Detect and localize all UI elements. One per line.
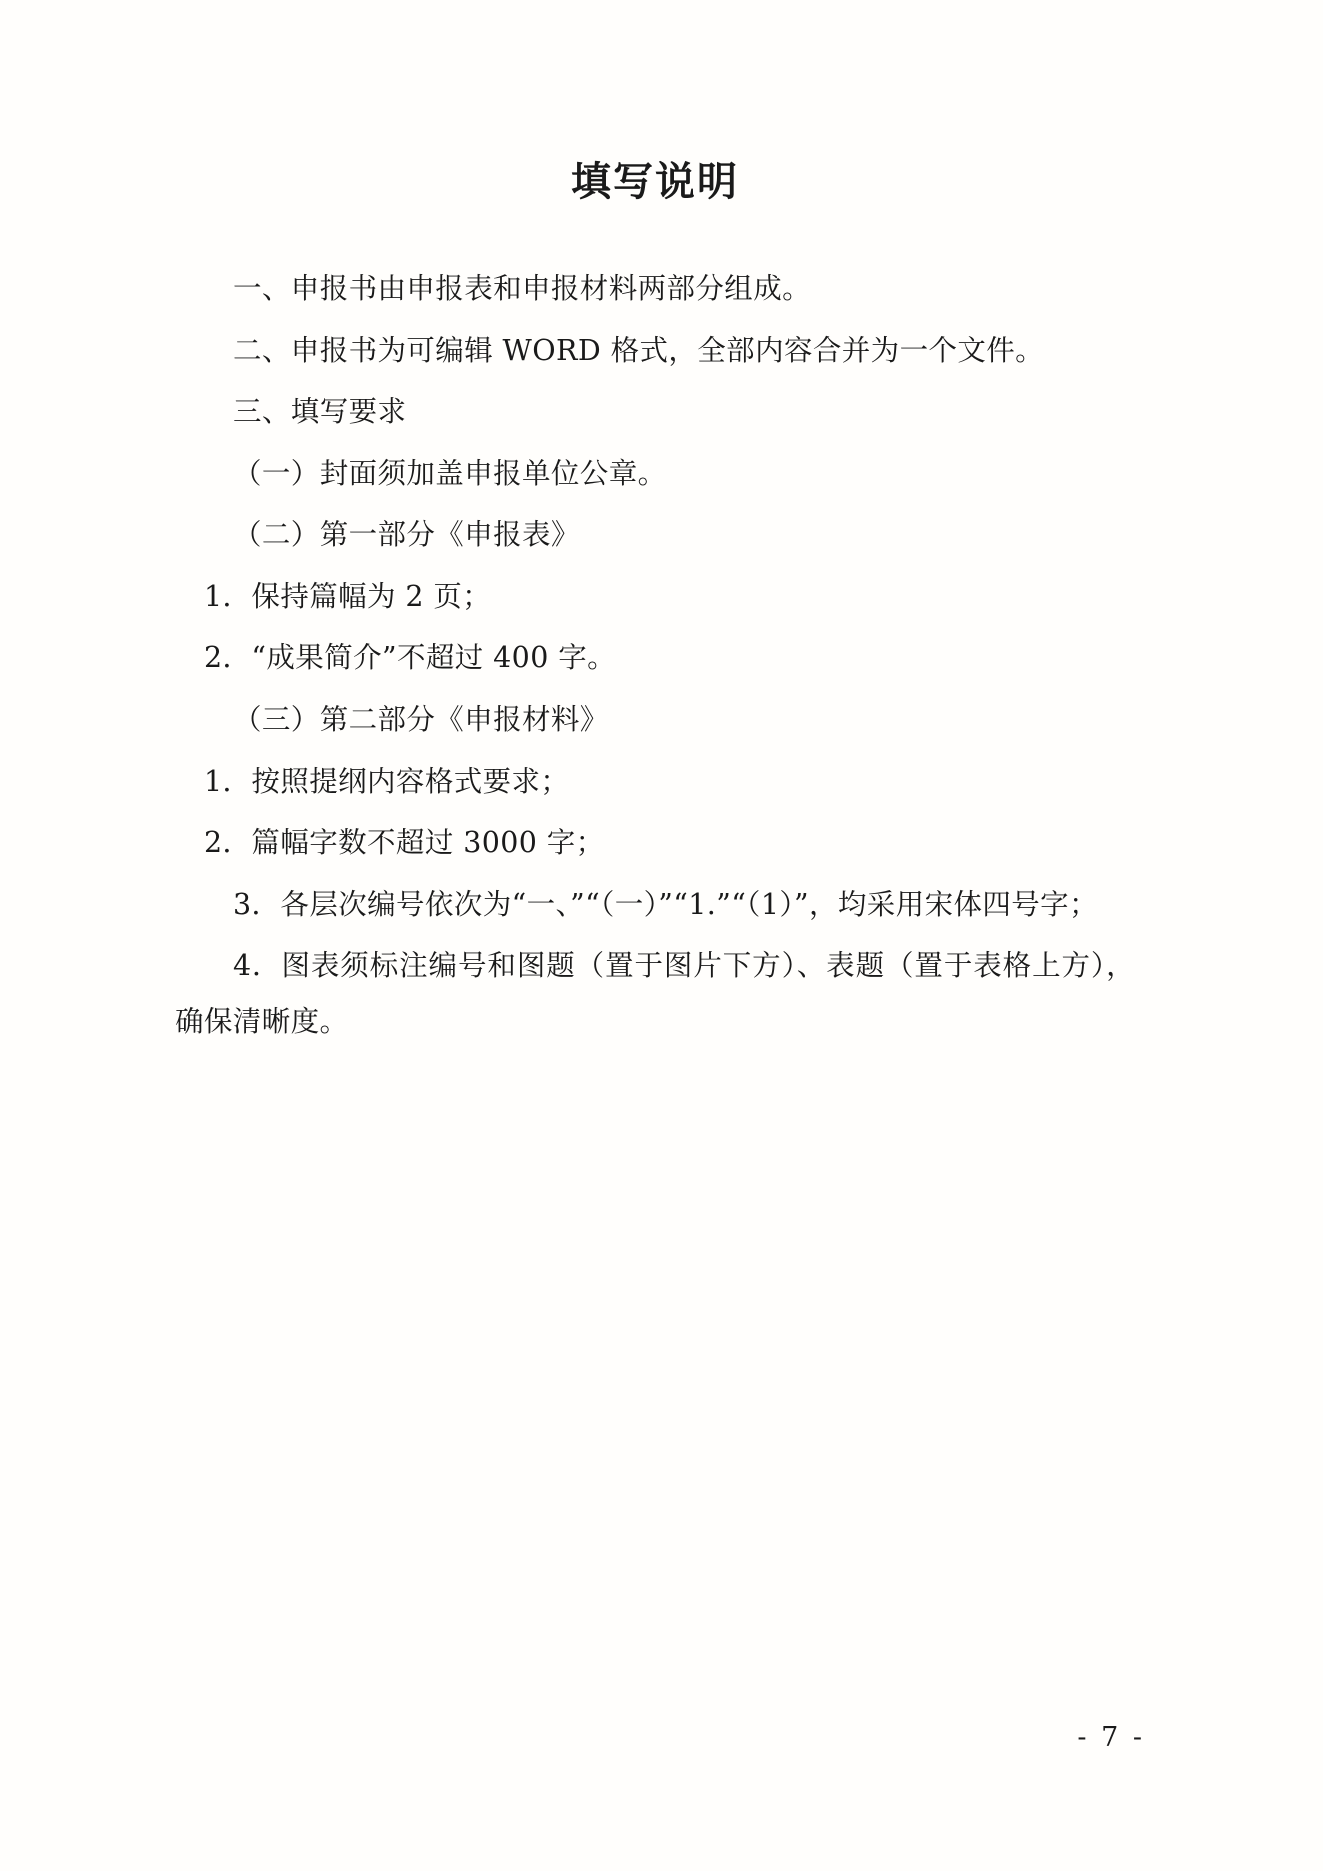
page-title: 填写说明 xyxy=(571,158,739,205)
document-body xyxy=(175,150,1135,1055)
paragraph-item-3-1: （一）封面须加盖申报单位公章。 xyxy=(233,456,667,490)
paragraph-item-1: 一、申报书由申报表和申报材料两部分组成。 xyxy=(233,272,812,305)
paragraph-item-3-3-1: 1．按照提纲内容格式要求； xyxy=(204,764,570,798)
paragraph-item-3-2-1: 1．保持篇幅为 2 页； xyxy=(204,579,492,613)
paragraph-item-3: 三、填写要求 xyxy=(233,395,407,429)
paragraph-item-2: 二、申报书为可编辑 WORD 格式，全部内容合并为一个文件。 xyxy=(233,333,1045,367)
paragraph-item-3-2: （二）第一部分《申报表》 xyxy=(233,518,580,552)
paragraph-item-3-2-2: 2．“成果简介”不超过 400 字。 xyxy=(204,641,616,675)
paragraph-item-3-3: （三）第二部分《申报材料》 xyxy=(233,702,609,736)
paragraph-item-3-3-4: 4．图表须标注编号和图题（置于图片下方）、表题（置于表格上方），确保清晰度。 xyxy=(175,949,1135,1038)
paragraph-item-3-3-3: 3．各层次编号依次为“一、”“（一）”“1.”“（1）”，均采用宋体四号字； xyxy=(233,887,1098,921)
page-number: - 7 - xyxy=(1077,1722,1145,1753)
paragraph-item-3-3-2: 2．篇幅字数不超过 3000 字； xyxy=(204,826,605,860)
